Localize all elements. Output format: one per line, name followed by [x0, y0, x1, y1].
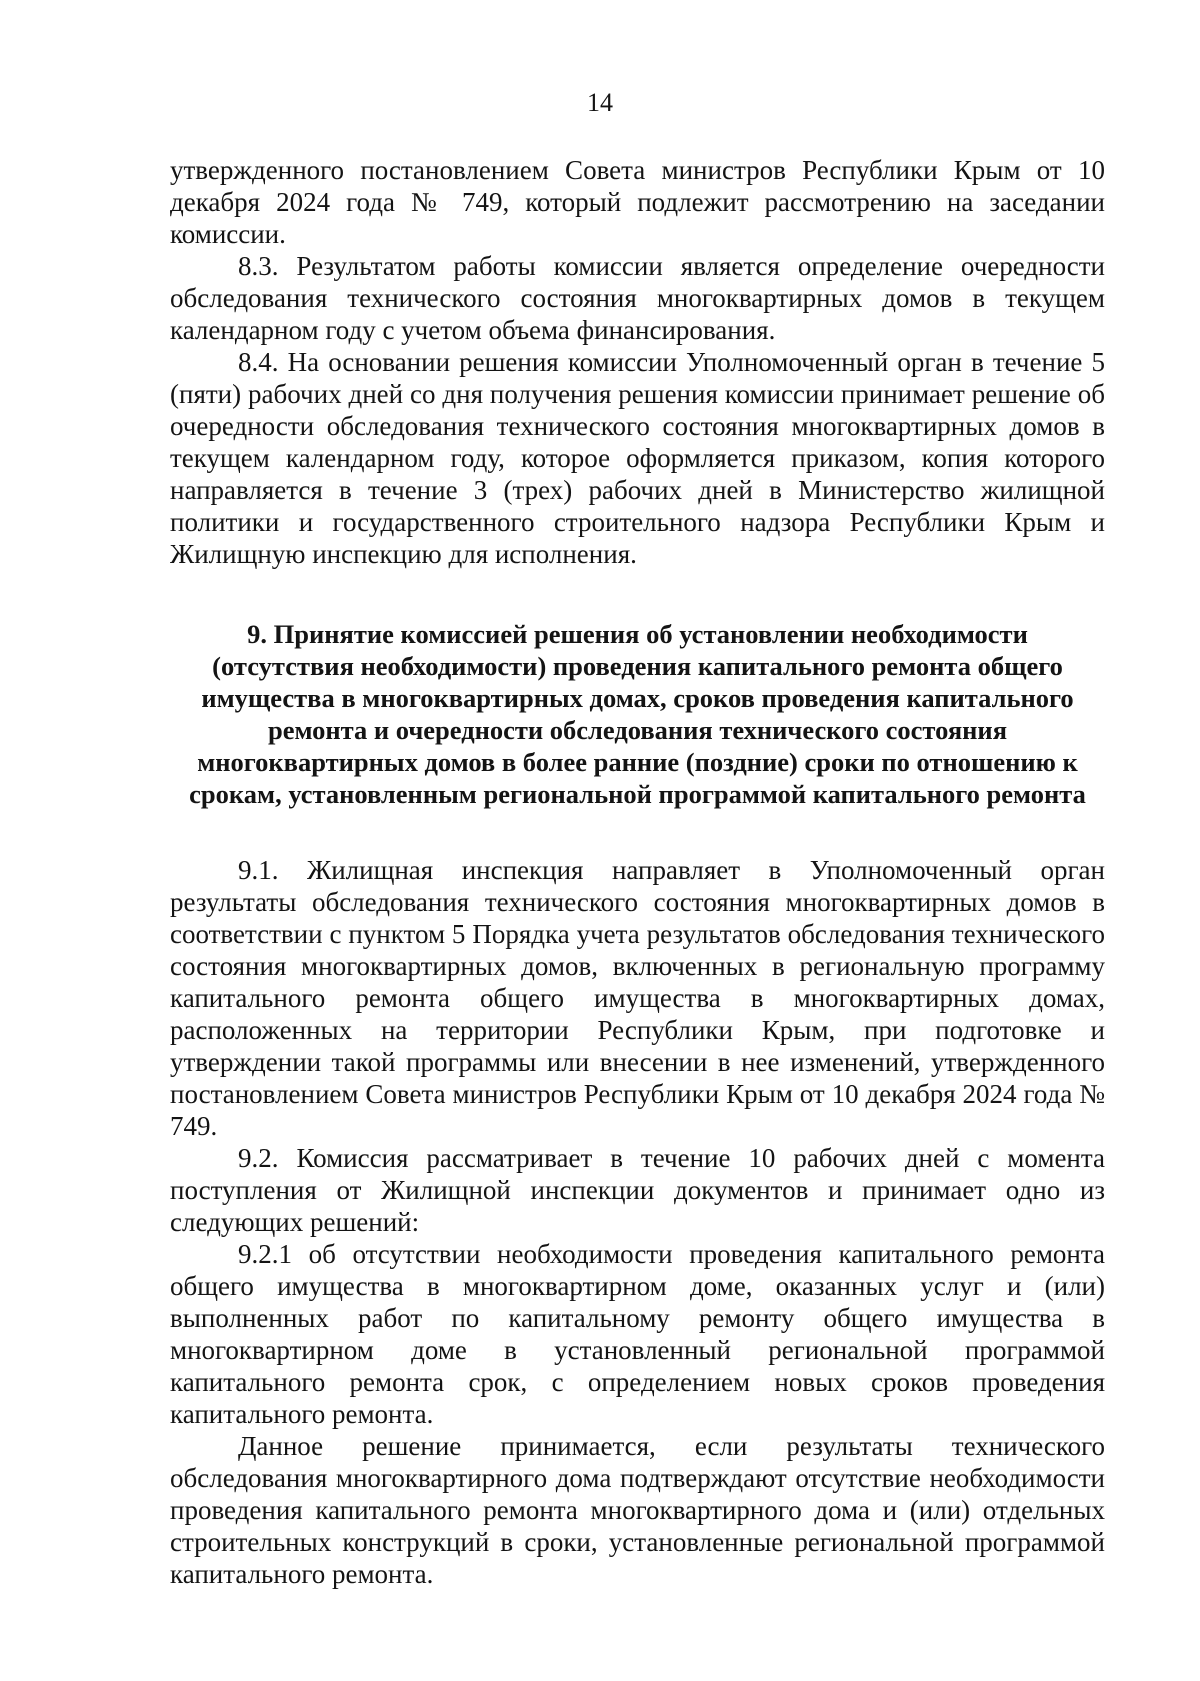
- section-9-heading: 9. Принятие комиссией решения об установлении необходимости (отсутствия необходимости) проведения капитального ремонта общего имущества в многоквартирных домах, сроков проведения капитального ремонта и очередности обследования технического состояния многоквартирных домов в более ранние (поздние) сроки по отношению к срокам, установленным региональной программой капитального ремонта: [189, 619, 1086, 809]
- paragraph-9-1: 9.1. Жилищная инспекция направляет в Уполномоченный орган результаты обследования технического состояния многоквартирных домов в соответствии с пунктом 5 Порядка учета результатов обследования технического состояния многоквартирных домов, включенных в региональную программу капитального ремонта общего имущества в многоквартирных домах, расположенных на территории Республики Крым, при подготовке и утверждении такой программы или внесении в нее изменений, утвержденного постановлением Совета министров Республики Крым от 10 декабря 2024 года № 749.: [170, 855, 1105, 1141]
- paragraph-8-3: 8.3. Результатом работы комиссии является определение очередности обследования технического состояния многоквартирных домов в текущем календарном году с учетом объема финансирования.: [170, 251, 1105, 345]
- page-number: 14: [587, 88, 613, 117]
- paragraph-decision-note: Данное решение принимается, если результаты технического обследования многоквартирного дома подтверждают отсутствие необходимости проведения капитального ремонта многоквартирного дома и (или) отдельных строительных конструкций в сроки, установленные региональной программой капитального ремонта.: [170, 1431, 1105, 1589]
- paragraph-9-2-1: 9.2.1 об отсутствии необходимости проведения капитального ремонта общего имущества в многоквартирном доме, оказанных услуг и (или) выполненных работ по капитальному ремонту общего имущества в многоквартирном доме в установленный региональной программой капитального ремонта срок, с определением новых сроков проведения капитального ремонта.: [170, 1239, 1105, 1429]
- document-body: [170, 154, 1105, 1590]
- paragraph-9-2: 9.2. Комиссия рассматривает в течение 10 рабочих дней с момента поступления от Жилищной инспекции документов и принимает одно из следующих решений:: [170, 1143, 1105, 1237]
- paragraph-continuation: утвержденного постановлением Совета министров Республики Крым от 10 декабря 2024 года № 749, который подлежит рассмотрению на заседании комиссии.: [170, 155, 1105, 249]
- paragraph-8-4: 8.4. На основании решения комиссии Уполномоченный орган в течение 5 (пяти) рабочих дней со дня получения решения комиссии принимает решение об очередности обследования технического состояния многоквартирных домов в текущем календарном году, которое оформляется приказом, копия которого направляется в течение 3 (трех) рабочих дней в Министерство жилищной политики и государственного строительного надзора Республики Крым и Жилищную инспекцию для исполнения.: [170, 347, 1105, 569]
